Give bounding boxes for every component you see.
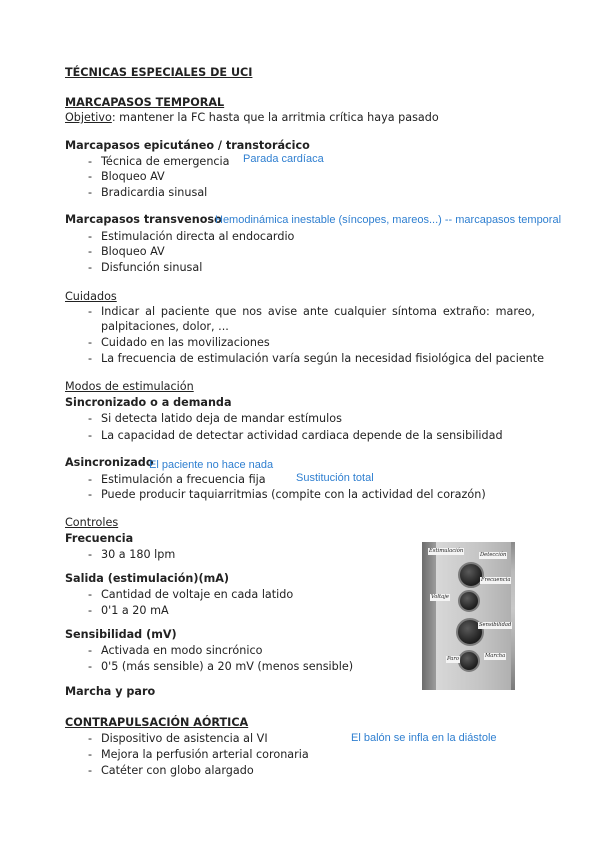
objetivo-label: Objetivo (65, 111, 112, 124)
list-item: Si detecta latido deja de mandar estímulos (101, 412, 342, 425)
section-heading-marcapasos: MARCAPASOS TEMPORAL (65, 96, 225, 109)
list-item: Técnica de emergencia (101, 155, 230, 168)
photo-label: Frecuencia (481, 577, 511, 583)
bullet-dash: - (88, 473, 93, 486)
list-item: Cuidado en las movilizaciones (101, 336, 270, 349)
bullet-dash: - (88, 588, 93, 601)
list-item: Estimulación a frecuencia fija (101, 473, 266, 486)
section-heading-contrapulsacion: CONTRAPULSACIÓN AÓRTICA (65, 716, 249, 729)
list-item: Bloqueo AV (101, 245, 165, 258)
bullet-dash: - (88, 336, 93, 349)
handwritten-note-parada: Parada cardíaca (243, 153, 324, 165)
bullet-dash: - (88, 644, 93, 657)
list-item: Bloqueo AV (101, 170, 165, 183)
photo-label: Detección (480, 552, 507, 558)
subheading-transvenoso: Marcapasos transvenoso (65, 213, 222, 226)
bullet-dash: - (88, 305, 93, 318)
list-item: Mejora la perfusión arterial coronaria (101, 748, 309, 761)
bullet-dash: - (88, 412, 93, 425)
bullet-dash: - (88, 604, 93, 617)
bullet-dash: - (88, 748, 93, 761)
list-item: 0'5 (más sensible) a 20 mV (menos sensible) (101, 660, 354, 673)
handwritten-note-paciente: El paciente no hace nada (149, 459, 274, 471)
subheading-controles: Controles (65, 516, 119, 529)
subheading-marcha: Marcha y paro (65, 685, 156, 698)
subheading-sincronizado: Sincronizado o a demanda (65, 396, 232, 409)
list-item: Activada en modo sincrónico (101, 644, 263, 657)
photo-label: Estimulación (429, 548, 464, 554)
list-item: Puede producir taquiarritmias (compite con la actividad del corazón) (101, 488, 486, 501)
subheading-cuidados: Cuidados (65, 290, 117, 303)
photo-edge (422, 542, 436, 690)
bullet-dash: - (88, 170, 93, 183)
handwritten-note-sustitucion: Sustitución total (296, 472, 374, 484)
bullet-dash: - (88, 261, 93, 274)
bullet-dash: - (88, 660, 93, 673)
bullet-dash: - (88, 186, 93, 199)
list-item: Disfunción sinusal (101, 261, 203, 274)
knob-icon (458, 590, 480, 612)
bullet-dash: - (88, 245, 93, 258)
pacemaker-photo (422, 542, 515, 690)
bullet-dash: - (88, 230, 93, 243)
photo-label: Voltaje (431, 594, 449, 600)
photo-label: Marcha (485, 653, 506, 659)
photo-label: Paro (447, 656, 459, 662)
list-item: 0'1 a 20 mA (101, 604, 169, 617)
bullet-dash: - (88, 764, 93, 777)
objetivo-line (65, 111, 439, 125)
objetivo-text: : mantener la FC hasta que la arritmia crítica haya pasado (111, 111, 439, 124)
list-item: Dispositivo de asistencia al VI (101, 732, 268, 745)
list-item: 30 a 180 lpm (101, 548, 176, 561)
handwritten-note-balon: El balón se infla en la diástole (351, 732, 497, 744)
bullet-dash: - (88, 155, 93, 168)
knob-icon (458, 650, 480, 672)
list-item: Indicar al paciente que nos avise ante cualquier síntoma extraño: mareo, (101, 305, 535, 318)
list-item: La frecuencia de estimulación varía según la necesidad fisiológica del paciente (101, 352, 545, 365)
subheading-asincronizado: Asincronizado (65, 456, 154, 469)
subheading-salida: Salida (estimulación)(mA) (65, 572, 230, 585)
list-item: La capacidad de detectar actividad cardiaca depende de la sensibilidad (101, 429, 503, 442)
list-item-continuation: palpitaciones, dolor, ... (101, 320, 229, 333)
bullet-dash: - (88, 488, 93, 501)
list-item: Cantidad de voltaje en cada latido (101, 588, 294, 601)
bullet-dash: - (88, 548, 93, 561)
page-title: TÉCNICAS ESPECIALES DE UCI (65, 66, 253, 79)
bullet-dash: - (88, 352, 93, 365)
photo-label: Sensibilidad (479, 622, 512, 628)
handwritten-note-hemodinamica: Hemodinámica inestable (síncopes, mareos...) -- marcapasos temporal (215, 214, 562, 226)
list-item: Bradicardia sinusal (101, 186, 208, 199)
subheading-modos: Modos de estimulación (65, 380, 194, 393)
bullet-dash: - (88, 429, 93, 442)
list-item: Catéter con globo alargado (101, 764, 254, 777)
bullet-dash: - (88, 732, 93, 745)
subheading-epicutaneo: Marcapasos epicutáneo / transtorácico (65, 139, 310, 152)
knob-icon (458, 562, 484, 588)
list-item: Estimulación directa al endocardio (101, 230, 295, 243)
subheading-sensibilidad: Sensibilidad (mV) (65, 628, 177, 641)
subheading-frecuencia: Frecuencia (65, 532, 134, 545)
